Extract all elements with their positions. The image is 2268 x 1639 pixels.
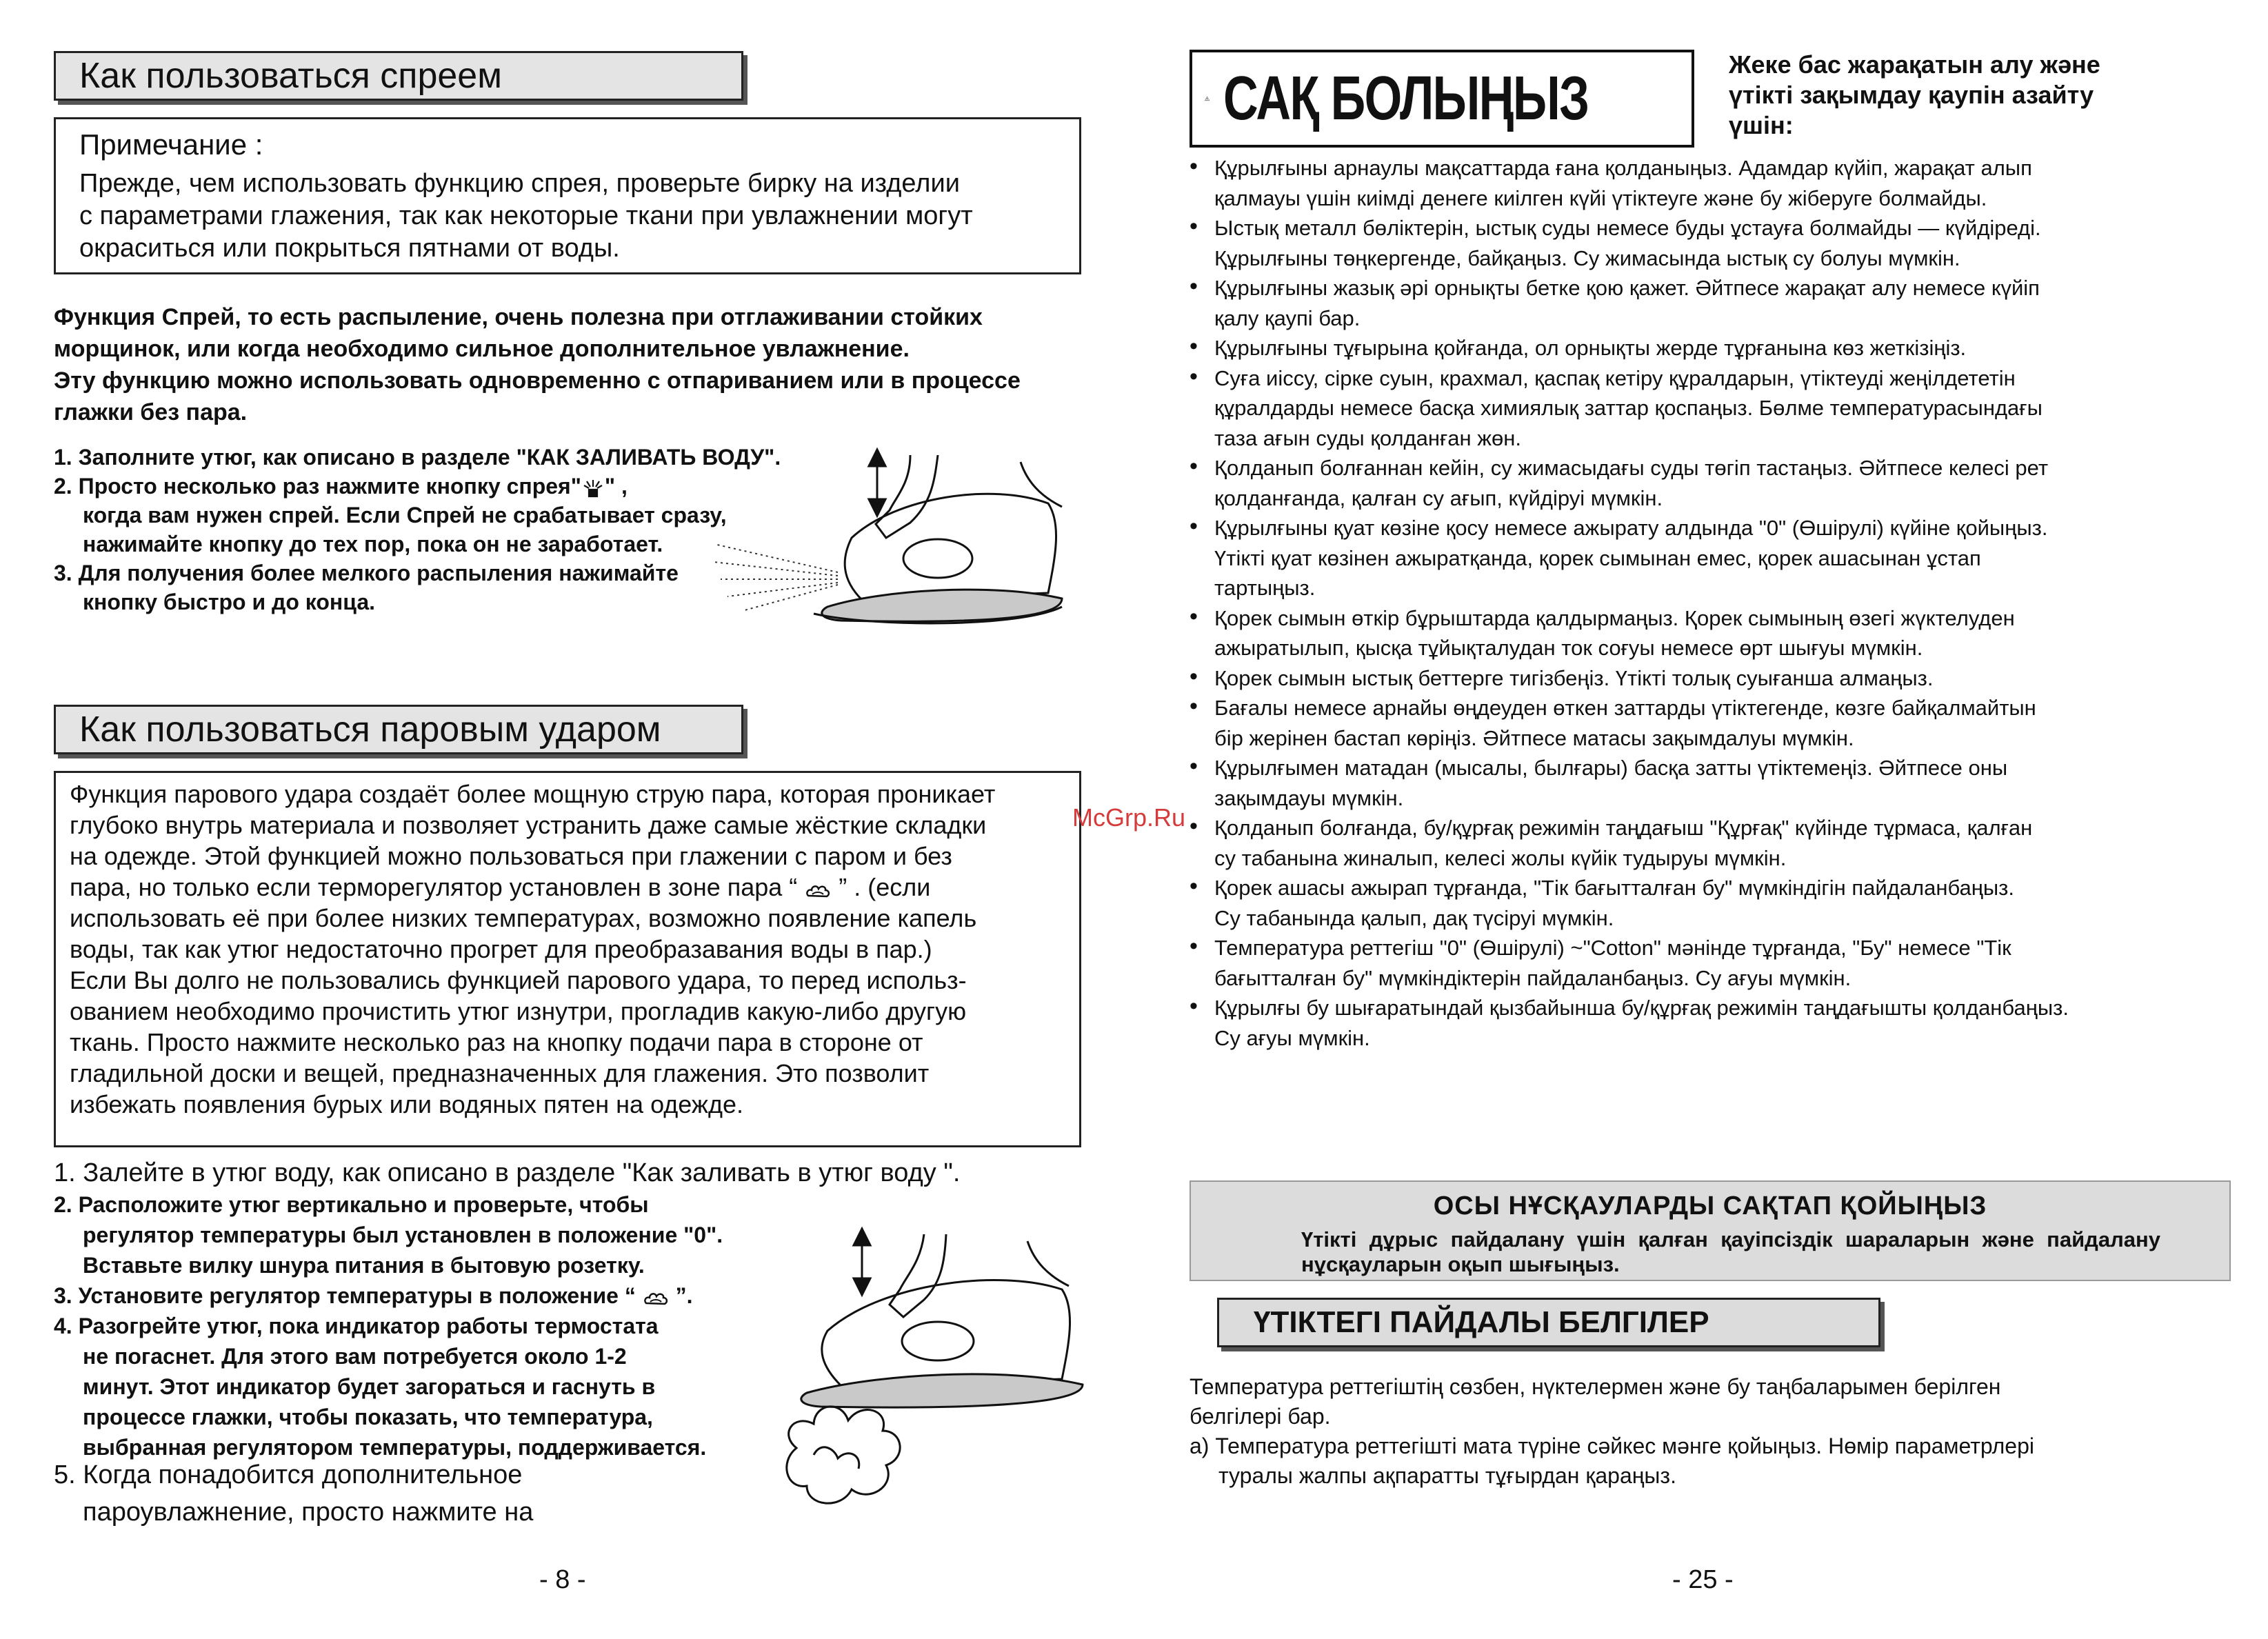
steam-step: минут. Этот индикатор будет загораться и гаснуть в <box>83 1374 656 1399</box>
warning-line: қолданғанда, қалған су ағып, күйдіруі мүмкін. <box>1214 485 1663 510</box>
steam-step-1: 1. Залейте в утюг воду, как описано в разделе "Как заливать в утюг воду ". <box>54 1158 961 1187</box>
warning-banner <box>1190 50 1694 148</box>
watermark: McGrp.Ru <box>1072 803 1186 832</box>
spray-step: 1. Заполните утюг, как описано в разделе "КАК ЗАЛИВАТЬ ВОДУ". <box>54 445 781 470</box>
steam-step-3-tail: ”. <box>669 1283 693 1308</box>
steam-step-5 <box>54 1456 533 1531</box>
warning-line: • Құрылғыны арнаулы мақсаттарда ғана қолданыңыз. Адамдар күйіп, жарақат алып <box>1214 156 2032 180</box>
steam-info-box <box>54 771 1081 1147</box>
warning-item <box>1190 363 2224 454</box>
warning-item <box>1190 933 2224 993</box>
note-line: с параметрами глажения, так как некоторые ткани при увлажнении могут <box>79 201 973 230</box>
warning-line: қалмауы үшін киімді денеге киілген күйі үтіктеуге және бу жіберуге болмайды. <box>1214 185 1987 210</box>
steam-step-3-text: 3. Установите регулятор температуры в положение “ <box>54 1283 642 1308</box>
warning-line: • Қолданып болғаннан кейін, су жимасыдағы суды төгіп тастаңыз. Әйтпесе келесі рет <box>1214 456 2049 480</box>
warning-line: • Құрылғы бу шығаратындай қызбайынша бу/құрғақ режимін таңдағышты қолданбаңыз. <box>1214 996 2069 1020</box>
warning-item <box>1190 273 2224 333</box>
warning-item <box>1190 333 2224 363</box>
steam-step: регулятор температуры был установлен в положение "0". <box>83 1223 723 1247</box>
steam-info-line: использовать её при более низких температурах, возможно появление капель <box>70 904 977 932</box>
warning-title: САҚ БОЛЫҢЫЗ <box>1223 63 1589 133</box>
warning-line: • Құрылғыны жазық әрі орнықты бетке қою қажет. Әйтпесе жарақат алу немесе күйіп <box>1214 276 2040 300</box>
warning-item <box>1190 453 2224 513</box>
steam-step: Вставьте вилку шнура питания в бытовую розетку. <box>83 1253 645 1278</box>
symbols-section-header <box>1217 1298 1880 1347</box>
steam-step: 4. Разогрейте утюг, пока индикатор работы термостата <box>54 1314 659 1338</box>
spray-step-2-text: 2. Просто несколько раз нажмите кнопку спрея" <box>54 474 581 499</box>
spray-icon <box>581 477 605 499</box>
warning-line: • Қорек сымын өткір бұрыштарда қалдырмаңыз. Қорек сымының өзегі жүктелуден <box>1214 605 2015 630</box>
warning-line: • Ыстық металл бөліктерін, ыстық суды немесе буды ұстауға болмайды — күйдіреді. <box>1214 216 2041 240</box>
steam-info-line: глубоко внутрь материала и позволяет устранить даже самые жёсткие складки <box>70 811 987 839</box>
symbols-line: туралы жалпы ақпаратты тұғырдан қараңыз. <box>1218 1463 1676 1488</box>
spray-steps <box>54 443 781 616</box>
warning-subtitle <box>1729 50 2100 141</box>
intro-line: глажки без пара. <box>54 399 248 425</box>
steam-step: процессе глажки, чтобы показать, что температура, <box>83 1405 653 1429</box>
right-page <box>1134 0 2268 1639</box>
steam-info-line-part: пара, но только если терморегулятор установлен в зоне пара “ <box>70 873 805 901</box>
intro-line: морщинок, или когда необходимо сильное дополнительное увлажнение. <box>54 336 910 362</box>
iron-spray-illustration <box>703 441 1090 669</box>
steam-info-line-tail: ” . (если <box>832 873 931 901</box>
spray-header-text: Как пользоваться спреем <box>79 56 502 96</box>
steam-info-line: Если Вы долго не пользовались функцией парового удара, то перед использ- <box>70 966 967 994</box>
steam-info-line: Функция парового удара создаёт более мощную струю пара, которая проникает <box>70 780 996 808</box>
spray-step-2 <box>54 472 781 501</box>
steam-info-line: избежать появления бурых или водяных пятен на одежде. <box>70 1090 744 1118</box>
warning-line: • Суға иіссу, сірке суын, крахмал, қаспақ кетіру құралдарын, үтіктеуді жеңілдететін <box>1214 365 2016 390</box>
spray-step: кнопку быстро и до конца. <box>83 590 375 614</box>
symbols-line: а) Температура реттегішті мата түріне сәйкес мәнге қойыңыз. Нөмір параметрлері <box>1190 1434 2034 1458</box>
warning-line: Су ағуы мүмкін. <box>1214 1025 1370 1050</box>
note-line: Прежде, чем использовать функцию спрея, проверьте бирку на изделии <box>79 169 960 198</box>
steam-step: не погаснет. Для этого вам потребуется около 1-2 <box>83 1344 627 1369</box>
warning-item <box>1190 153 2224 213</box>
steam-info-line: воды, так как утюг недостаточно прогрет для преобразавания воды в пар.) <box>70 935 932 963</box>
warning-line: ажыратылып, қысқа тұйықталудан ток соғуы немесе өрт шығуы мүмкін. <box>1214 636 1923 660</box>
warning-line: құралдарды немесе басқа химиялық заттар қоспаңыз. Бөлме температурасындағы <box>1214 396 2043 420</box>
warning-subtitle-line: үтікті зақымдау қаупін азайту <box>1729 81 2094 109</box>
spray-step: 3. Для получения более мелкого распыления нажимайте <box>54 561 679 585</box>
steam-info-line <box>70 872 995 903</box>
warning-list <box>1190 153 2224 1053</box>
steam-icon <box>642 1287 670 1308</box>
symbols-line: Температура реттегіштің сөзбен, нүктелермен және бу таңбаларымен берілген <box>1190 1374 2001 1399</box>
warning-line: • Бағалы немесе арнайы өңдеуден өткен заттарды үтіктегенде, көзге байқалмайтын <box>1214 696 2036 720</box>
warning-line: бір жерінен бастап көріңіз. Әйтпесе матасы зақымдалуы мүмкін. <box>1214 725 1854 750</box>
steam-info-text <box>70 778 995 1120</box>
warning-line: су табанына жиналып, келесі жолы күйік тудыруы мүмкін. <box>1214 845 1787 870</box>
spray-step: нажимайте кнопку до тех пор, пока он не заработает. <box>83 532 663 556</box>
warning-item <box>1190 663 2224 694</box>
warning-line: қалу қаупі бар. <box>1214 305 1361 330</box>
symbols-text <box>1190 1372 2034 1491</box>
warning-line: зақымдауы мүмкін. <box>1214 785 1404 810</box>
warning-item <box>1190 513 2224 603</box>
page-number-left: - 8 - <box>539 1565 586 1594</box>
steam-section-header <box>54 705 743 754</box>
steam-info-line: ткань. Просто нажмите несколько раз на кнопку подачи пара в стороне от <box>70 1028 923 1056</box>
steam-header-text: Как пользоваться паровым ударом <box>79 710 661 750</box>
note-line: окраситься или покрыться пятнами от воды. <box>79 234 620 263</box>
warning-item <box>1190 603 2224 663</box>
steam-step-5-line: 5. Когда понадобится дополнительное <box>54 1460 523 1489</box>
steam-info-line: ованием необходимо прочистить утюг изнутри, прогладив какую-либо другую <box>70 997 967 1025</box>
spray-step: когда вам нужен спрей. Если Спрей не срабатывает сразу, <box>83 503 727 527</box>
warning-item <box>1190 213 2224 273</box>
warning-triangle-icon <box>1205 64 1210 133</box>
warning-line: • Құрылғыны тұғырына қойғанда, ол орнықты жерде тұрғанына көз жеткізіңіз. <box>1214 336 1967 360</box>
steam-step: 2. Расположите утюг вертикально и проверьте, чтобы <box>54 1192 649 1217</box>
keep-instructions-banner <box>1190 1180 2231 1281</box>
steam-step-3 <box>54 1280 723 1311</box>
intro-line: Функция Спрей, то есть распыление, очень полезна при отглаживании стойких <box>54 304 983 330</box>
steam-steps <box>54 1189 723 1462</box>
warning-item <box>1190 993 2224 1053</box>
note-box <box>54 117 1081 274</box>
warning-line: Су табанында қалып, дақ түсіруі мүмкін. <box>1214 905 1614 930</box>
steam-step-5-line: пароувлажнение, просто нажмите на <box>83 1498 534 1527</box>
note-text <box>79 168 973 265</box>
warning-line: • Қолданып болғанда, бу/құрғақ режимін таңдағыш "Құрғақ" күйінде тұрмаса, қалған <box>1214 816 2033 840</box>
warning-line: тартыңыз. <box>1214 576 1316 600</box>
warning-line: Үтікті қуат көзінен ажыратқанда, қорек сымынан емес, қорек ашасынан ұстап <box>1214 545 1981 570</box>
steam-info-line: на одежде. Этой функцией можно пользоваться при глажении с паром и без <box>70 842 952 870</box>
warning-line: • Температура реттегіш "0" (Өшірулі) ~"Cotton" мәнінде тұрғанда, "Бу" немесе "Тік <box>1214 936 2011 960</box>
warning-line: • Құрылғыны қуат көзіне қосу немесе ажырату алдында "0" (Өшірулі) күйіне қойыңыз. <box>1214 516 2048 540</box>
note-title: Примечание : <box>79 128 263 161</box>
warning-item <box>1190 753 2224 813</box>
warning-line: таза ағын суды қолданған жөн. <box>1214 425 1521 450</box>
iron-steam-illustration <box>765 1220 1110 1517</box>
warning-line: • Қорек ашасы ажырап тұрғанда, "Тік бағытталған бу" мүмкіндігін пайдаланбаңыз. <box>1214 876 2014 900</box>
symbols-line: белгілері бар. <box>1190 1404 1331 1429</box>
warning-line: • Құрылғымен матадан (мысалы, былғары) басқа затты үтіктемеңіз. Әйтпесе оны <box>1214 756 2008 780</box>
intro-line: Эту функцию можно использовать одновременно с отпариванием или в процессе <box>54 368 1021 394</box>
page-number-right: - 25 - <box>1672 1565 1734 1594</box>
spray-section-header <box>54 51 743 101</box>
keep-instructions-text: Үтікті дұрыс пайдалану үшін қалған қауіпсіздік шараларын және пайдалану нұсқауларын оқып шығыңыз. <box>1301 1227 2160 1276</box>
spray-step-2-tail: " , <box>604 474 628 499</box>
warning-item <box>1190 873 2224 933</box>
symbols-header-text: ҮТІКТЕГІ ПАЙДАЛЫ БЕЛГІЛЕР <box>1254 1305 1709 1339</box>
keep-instructions-title: ОСЫ НҰСҚАУЛАРДЫ САҚТАП ҚОЙЫҢЫЗ <box>1433 1191 1987 1220</box>
steam-info-line: гладильной доски и вещей, предназначенных для глажения. Это позволит <box>70 1059 930 1087</box>
warning-line: бағытталған бу" мүмкіндіктерін пайдаланбаңыз. Су ағуы мүмкін. <box>1214 965 1851 990</box>
warning-line: Құрылғыны төңкергенде, байқаңыз. Су жимасында ыстық су болуы мүмкін. <box>1214 245 1960 270</box>
warning-item <box>1190 813 2224 873</box>
steam-step: выбранная регулятором температуры, поддерживается. <box>83 1435 707 1460</box>
spray-intro <box>54 301 1021 428</box>
warning-line: • Қорек сымын ыстық беттерге тигізбеңіз. Үтікті толық суығанша алмаңыз. <box>1214 665 1934 690</box>
warning-item <box>1190 693 2224 753</box>
steam-icon <box>804 878 832 899</box>
warning-subtitle-line: үшін: <box>1729 111 1794 139</box>
warning-subtitle-line: Жеке бас жарақатын алу және <box>1729 50 2100 79</box>
